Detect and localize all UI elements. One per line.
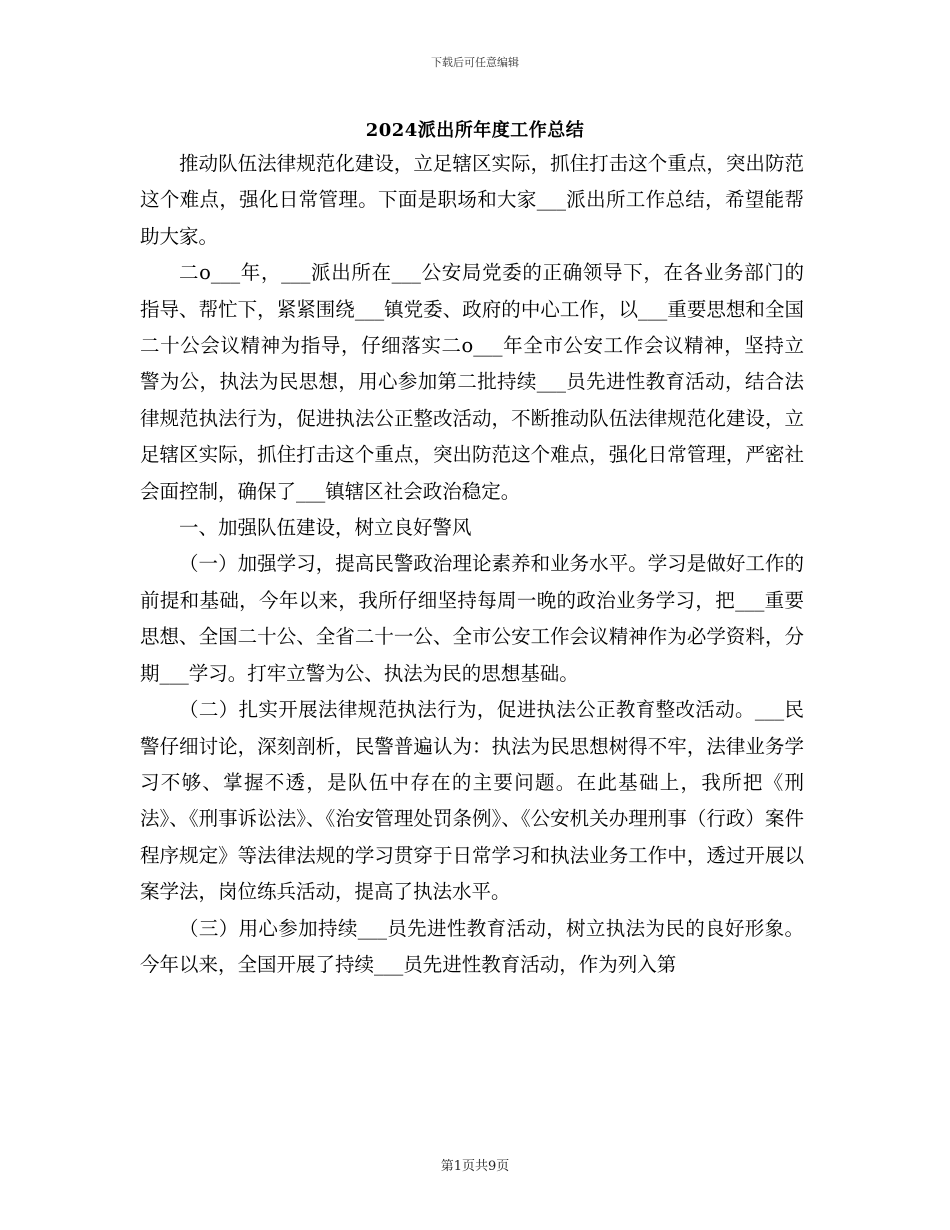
paragraph-intro: 推动队伍法律规范化建设，立足辖区实际，抓住打击这个重点，突出防范这个难点，强化日常管理。下面是职场和大家___派出所工作总结，希望能帮助大家。	[140, 152, 804, 248]
paragraph-subsection-1: （一）加强学习，提高民警政治理论素养和业务水平。学习是做好工作的前提和基础，今年以来，我所仔细坚持每周一晚的政治业务学习，把___重要思想、全国二十公、全省二十一公、全市公安工作会议精神作为必学资料，分期___学习。打牢立警为公、执法为民的思想基础。	[140, 552, 804, 685]
paragraph-subsection-2: （二）扎实开展法律规范执法行为，促进执法公正教育整改活动。___民警仔细讨论，深刻剖析，民警普遍认为：执法为民思想树得不牢，法律业务学习不够、掌握不透，是队伍中存在的主要问题。在此基础上，我所把《刑法》、《刑事诉讼法》、《治安管理处罚条例》、《公安机关办理刑事（行政）案件程序规定》等法律法规的学习贯穿于日常学习和执法业务工作中，透过开展以案学法，岗位练兵活动，提高了执法水平。	[140, 698, 804, 904]
section-heading-1: 一、加强队伍建设，树立良好警风	[179, 516, 472, 540]
paragraph-overview: 二o___年，___派出所在___公安局党委的正确领导下，在各业务部门的指导、帮忙下，紧紧围绕___镇党委、政府的中心工作，以___重要思想和全国二十公会议精神为指导，仔细落实二o___年全市公安工作会议精神，坚持立警为公，执法为民思想，用心参加第二批持续___员先进性教育活动，结合法律规范执法行为，促进执法公正整改活动，不断推动队伍法律规范化建设，立足辖区实际，抓住打击这个重点，突出防范这个难点，强化日常管理，严密社会面控制，确保了___镇辖区社会政治稳定。	[140, 261, 804, 503]
document-body	[140, 146, 804, 983]
header-note: 下载后可任意编辑	[431, 56, 519, 69]
document-title: 2024派出所年度工作总结	[365, 120, 585, 141]
page-number-footer: 第1页共9页	[440, 1159, 510, 1174]
paragraph-subsection-3: （三）用心参加持续___员先进性教育活动，树立执法为民的良好形象。今年以来，全国开展了持续___员先进性教育活动，作为列入第	[140, 916, 804, 976]
